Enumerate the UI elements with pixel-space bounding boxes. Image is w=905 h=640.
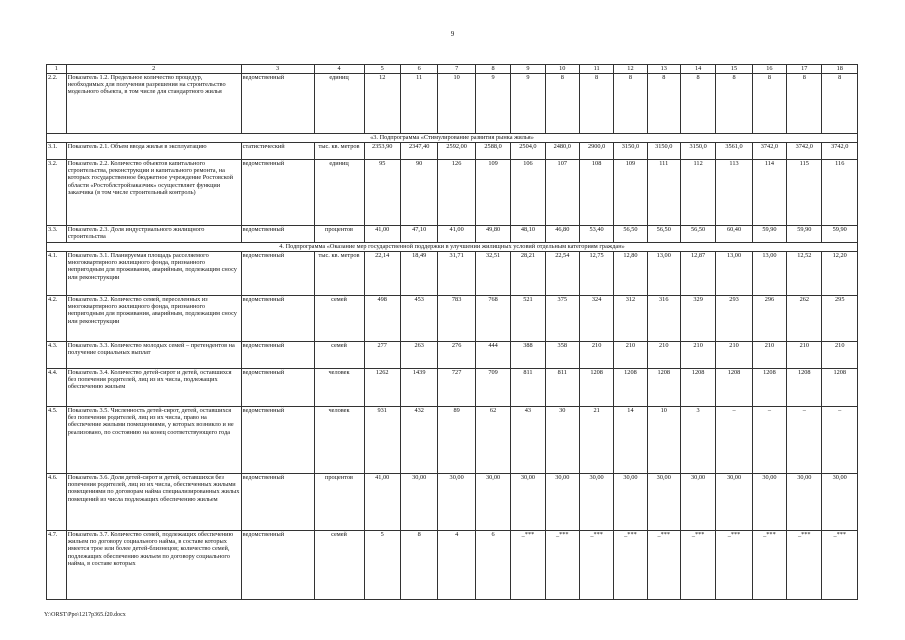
unit: человек — [314, 369, 364, 407]
year-value: 329 — [680, 296, 715, 342]
year-value: 811 — [545, 369, 579, 407]
year-value: 210 — [579, 342, 613, 369]
indicator-name: Показатель 3.6. Доля детей-сирот и детей, оставшихся без попечения родителей, лиц из их числа, обеспеченных жилыми помещениями по договорам найма специализированных жилых помещений из числа подлежащих обеспечению жильем — [66, 474, 241, 531]
file-path-footer: Y:\ORST\Ppo\1217p365.f20.docx — [44, 612, 126, 618]
unit: процентов — [314, 474, 364, 531]
year-value: 277 — [364, 342, 400, 369]
column-number: 18 — [822, 65, 858, 74]
year-value: 62 — [475, 407, 510, 474]
year-value: 6 — [475, 531, 510, 600]
year-value: 30,00 — [475, 474, 510, 531]
year-value: 210 — [716, 342, 752, 369]
year-value: 783 — [438, 296, 475, 342]
year-value: 498 — [364, 296, 400, 342]
year-value: 111 — [647, 160, 680, 226]
year-value: 112 — [680, 160, 715, 226]
year-value: 1208 — [787, 369, 822, 407]
year-value: 30,00 — [716, 474, 752, 531]
data-source: ведомственный — [241, 369, 314, 407]
year-value: 3742,0 — [752, 143, 786, 160]
year-value: 12,80 — [614, 252, 647, 296]
year-value: 30,00 — [787, 474, 822, 531]
section-title: 4. Подпрограмма «Оказание мер государственной поддержки в улучшении жилищных условий отдельным категориям граждан» — [47, 243, 858, 252]
year-value: – — [822, 407, 858, 474]
year-value: 49,80 — [475, 226, 510, 243]
year-value: _*** — [680, 531, 715, 600]
year-value: 727 — [438, 369, 475, 407]
unit: семей — [314, 342, 364, 369]
row-number: 4.1. — [47, 252, 67, 296]
year-value: 41,00 — [438, 226, 475, 243]
year-value: 3150,0 — [647, 143, 680, 160]
indicator-name: Показатель 1.2. Предельное количество процедур, необходимых для получения разрешения на строительство модельного объекта, в том числе для стандартного жилья — [66, 74, 241, 134]
year-value: 2592,00 — [438, 143, 475, 160]
year-value: 89 — [438, 407, 475, 474]
year-value: – — [752, 407, 786, 474]
year-value: 3150,0 — [680, 143, 715, 160]
year-value: 8 — [545, 74, 579, 134]
year-value: 22,14 — [364, 252, 400, 296]
year-value: 3561,0 — [716, 143, 752, 160]
year-value: 709 — [475, 369, 510, 407]
year-value: 9 — [475, 74, 510, 134]
year-value: 210 — [680, 342, 715, 369]
year-value: 53,40 — [579, 226, 613, 243]
table-row — [47, 407, 858, 474]
row-number: 4.7. — [47, 531, 67, 600]
year-value: 10 — [647, 407, 680, 474]
year-value: 768 — [475, 296, 510, 342]
year-value: 126 — [438, 160, 475, 226]
unit: единиц — [314, 160, 364, 226]
column-number: 15 — [716, 65, 752, 74]
table-row — [47, 143, 858, 160]
row-number: 4.3. — [47, 342, 67, 369]
column-number: 6 — [400, 65, 437, 74]
year-value: 1439 — [400, 369, 437, 407]
column-number: 13 — [647, 65, 680, 74]
year-value: 113 — [716, 160, 752, 226]
year-value: 2353,90 — [364, 143, 400, 160]
unit: семей — [314, 531, 364, 600]
row-number: 4.6. — [47, 474, 67, 531]
year-value: 276 — [438, 342, 475, 369]
indicator-name: Показатель 2.1. Объем ввода жилья в эксплуатацию — [66, 143, 241, 160]
year-value: 1208 — [614, 369, 647, 407]
year-value: 8 — [787, 74, 822, 134]
column-number: 3 — [241, 65, 314, 74]
year-value: 293 — [716, 296, 752, 342]
year-value: 106 — [511, 160, 545, 226]
year-value: 12,20 — [822, 252, 858, 296]
year-value: _*** — [614, 531, 647, 600]
year-value: 2900,0 — [579, 143, 613, 160]
year-value: 1262 — [364, 369, 400, 407]
unit: семей — [314, 296, 364, 342]
section-row — [47, 134, 858, 143]
year-value: 316 — [647, 296, 680, 342]
year-value: 3 — [680, 407, 715, 474]
year-value: 8 — [680, 74, 715, 134]
year-value: 296 — [752, 296, 786, 342]
column-number-row — [47, 65, 858, 74]
data-source: ведомственный — [241, 160, 314, 226]
year-value: 9 — [511, 74, 545, 134]
year-value: 210 — [787, 342, 822, 369]
year-value: 95 — [364, 160, 400, 226]
year-value: 210 — [647, 342, 680, 369]
year-value: 358 — [545, 342, 579, 369]
year-value: 30,00 — [752, 474, 786, 531]
year-value: 109 — [614, 160, 647, 226]
year-value: 324 — [579, 296, 613, 342]
year-value: 30,00 — [545, 474, 579, 531]
indicator-name: Показатель 3.3. Количество молодых семей – претендентов на получение социальных выплат — [66, 342, 241, 369]
year-value: 30,00 — [680, 474, 715, 531]
year-value: 56,50 — [647, 226, 680, 243]
section-title: «3. Подпрограмма «Стимулирование развития рынка жилья» — [47, 134, 858, 143]
data-source: ведомственный — [241, 296, 314, 342]
row-number: 2.2. — [47, 74, 67, 134]
year-value: 2347,40 — [400, 143, 437, 160]
year-value: 1208 — [822, 369, 858, 407]
year-value: 30,00 — [822, 474, 858, 531]
column-number: 16 — [752, 65, 786, 74]
year-value: 30,00 — [511, 474, 545, 531]
year-value: 8 — [579, 74, 613, 134]
year-value: 1208 — [716, 369, 752, 407]
column-number: 10 — [545, 65, 579, 74]
page-number: 9 — [450, 30, 455, 38]
year-value: 107 — [545, 160, 579, 226]
year-value: _*** — [787, 531, 822, 600]
year-value: _*** — [822, 531, 858, 600]
year-value: 48,10 — [511, 226, 545, 243]
data-source: статистический — [241, 143, 314, 160]
row-number: 4.2. — [47, 296, 67, 342]
data-source: ведомственный — [241, 252, 314, 296]
year-value: 11 — [400, 74, 437, 134]
year-value: 312 — [614, 296, 647, 342]
row-number: 4.4. — [47, 369, 67, 407]
column-number: 4 — [314, 65, 364, 74]
year-value: 8 — [400, 531, 437, 600]
unit: тыс. кв. метров — [314, 252, 364, 296]
year-value: 521 — [511, 296, 545, 342]
year-value: 13,00 — [716, 252, 752, 296]
data-source: ведомственный — [241, 342, 314, 369]
unit: процентов — [314, 226, 364, 243]
year-value: 2588,0 — [475, 143, 510, 160]
year-value: 1208 — [680, 369, 715, 407]
column-number: 9 — [511, 65, 545, 74]
column-number: 7 — [438, 65, 475, 74]
indicator-name: Показатель 3.1. Планируемая площадь расселяемого многоквартирного жилищного фонда, признанного непригодным для проживания, аварийным, подлежащим сносу или реконструкции — [66, 252, 241, 296]
year-value: 28,21 — [511, 252, 545, 296]
year-value: 90 — [400, 160, 437, 226]
column-number: 5 — [364, 65, 400, 74]
indicator-name: Показатель 3.7. Количество семей, подлежащих обеспечению жильем по договору социального найма, в составе которых имеется трое или более детей-близнецов; количество семей, подлежащих обеспечению жильем по договору социального найма, в составе которых — [66, 531, 241, 600]
table-row — [47, 226, 858, 243]
table-row — [47, 342, 858, 369]
year-value: 12,75 — [579, 252, 613, 296]
year-value: 375 — [545, 296, 579, 342]
year-value: 210 — [752, 342, 786, 369]
column-number: 1 — [47, 65, 67, 74]
column-number: 8 — [475, 65, 510, 74]
column-number: 12 — [614, 65, 647, 74]
column-number: 2 — [66, 65, 241, 74]
year-value: 47,10 — [400, 226, 437, 243]
table-row — [47, 369, 858, 407]
indicator-name: Показатель 2.3. Доля индустриального жилищного строительства — [66, 226, 241, 243]
year-value: 59,90 — [822, 226, 858, 243]
year-value: 31,71 — [438, 252, 475, 296]
year-value: 8 — [822, 74, 858, 134]
year-value: 8 — [647, 74, 680, 134]
year-value: 56,50 — [614, 226, 647, 243]
year-value: 56,50 — [680, 226, 715, 243]
year-value: 108 — [579, 160, 613, 226]
year-value: 295 — [822, 296, 858, 342]
year-value: 12,87 — [680, 252, 715, 296]
year-value: 18,49 — [400, 252, 437, 296]
year-value: _*** — [511, 531, 545, 600]
row-number: 3.1. — [47, 143, 67, 160]
year-value: 3742,0 — [787, 143, 822, 160]
indicator-name: Показатель 3.5. Численность детей-сирот, детей, оставшихся без попечения родителей, лиц из их числа, право на обеспечение жилыми помещениями, у которых возникло и не реализовано, по состоянию на конец соответствующего года — [66, 407, 241, 474]
table-row — [47, 252, 858, 296]
year-value: 30,00 — [647, 474, 680, 531]
year-value: 453 — [400, 296, 437, 342]
year-value: 1208 — [647, 369, 680, 407]
year-value: 444 — [475, 342, 510, 369]
year-value: 43 — [511, 407, 545, 474]
year-value: 8 — [752, 74, 786, 134]
year-value: 4 — [438, 531, 475, 600]
year-value: 30,00 — [579, 474, 613, 531]
year-value: 116 — [822, 160, 858, 226]
indicators-table — [46, 64, 858, 600]
data-source: ведомственный — [241, 407, 314, 474]
data-source: ведомственный — [241, 474, 314, 531]
year-value: 432 — [400, 407, 437, 474]
data-source: ведомственный — [241, 74, 314, 134]
year-value: 3150,0 — [614, 143, 647, 160]
table-row — [47, 74, 858, 134]
year-value: 114 — [752, 160, 786, 226]
year-value: _*** — [752, 531, 786, 600]
year-value: 8 — [716, 74, 752, 134]
row-number: 3.2. — [47, 160, 67, 226]
indicator-name: Показатель 3.4. Количество детей-сирот и детей, оставшихся без попечения родителей, лиц из их числа, подлежащих обеспечению жильем — [66, 369, 241, 407]
year-value: 2504,0 — [511, 143, 545, 160]
indicator-name: Показатель 2.2. Количество объектов капитального строительства, реконструкции и капитального ремонта, на которых государственное бюджетное учреждение Ростовской области «Ростоблстройзаказчик» осуществляет функции заказчика (в том числе строительный контроль) — [66, 160, 241, 226]
year-value: 22,54 — [545, 252, 579, 296]
year-value: 30,00 — [438, 474, 475, 531]
year-value: 30,00 — [400, 474, 437, 531]
table-row — [47, 531, 858, 600]
unit: единиц — [314, 74, 364, 134]
year-value: _*** — [716, 531, 752, 600]
year-value: _*** — [579, 531, 613, 600]
year-value: 931 — [364, 407, 400, 474]
year-value: 60,40 — [716, 226, 752, 243]
year-value: 8 — [614, 74, 647, 134]
data-source: ведомственный — [241, 226, 314, 243]
year-value: 1208 — [579, 369, 613, 407]
year-value: 30 — [545, 407, 579, 474]
year-value: 115 — [787, 160, 822, 226]
column-number: 14 — [680, 65, 715, 74]
year-value: 109 — [475, 160, 510, 226]
year-value: 811 — [511, 369, 545, 407]
unit: человек — [314, 407, 364, 474]
year-value: 388 — [511, 342, 545, 369]
table-row — [47, 474, 858, 531]
row-number: 3.3. — [47, 226, 67, 243]
year-value: 41,00 — [364, 474, 400, 531]
year-value: 1208 — [752, 369, 786, 407]
unit: тыс. кв. метров — [314, 143, 364, 160]
year-value: 3742,0 — [822, 143, 858, 160]
year-value: 59,90 — [752, 226, 786, 243]
year-value: 14 — [614, 407, 647, 474]
row-number: 4.5. — [47, 407, 67, 474]
year-value: 13,00 — [752, 252, 786, 296]
year-value: 46,80 — [545, 226, 579, 243]
year-value: 210 — [614, 342, 647, 369]
table-row — [47, 296, 858, 342]
year-value: 59,90 — [787, 226, 822, 243]
data-source: ведомственный — [241, 531, 314, 600]
indicator-name: Показатель 3.2. Количество семей, переселенных из многоквартирного жилищного фонда, признанного непригодным для проживания, аварийным, подлежащим сносу или реконструкции — [66, 296, 241, 342]
year-value: 2480,0 — [545, 143, 579, 160]
table-row — [47, 160, 858, 226]
year-value: 32,51 — [475, 252, 510, 296]
column-number: 11 — [579, 65, 613, 74]
year-value: _*** — [647, 531, 680, 600]
year-value: 30,00 — [614, 474, 647, 531]
year-value: 262 — [787, 296, 822, 342]
section-row — [47, 243, 858, 252]
year-value: _*** — [545, 531, 579, 600]
year-value: 13,00 — [647, 252, 680, 296]
year-value: 12,52 — [787, 252, 822, 296]
year-value: 41,00 — [364, 226, 400, 243]
year-value: 21 — [579, 407, 613, 474]
year-value: 210 — [822, 342, 858, 369]
year-value: 263 — [400, 342, 437, 369]
year-value: 12 — [364, 74, 400, 134]
column-number: 17 — [787, 65, 822, 74]
year-value: – — [716, 407, 752, 474]
year-value: 5 — [364, 531, 400, 600]
year-value: – — [787, 407, 822, 474]
year-value: 10 — [438, 74, 475, 134]
